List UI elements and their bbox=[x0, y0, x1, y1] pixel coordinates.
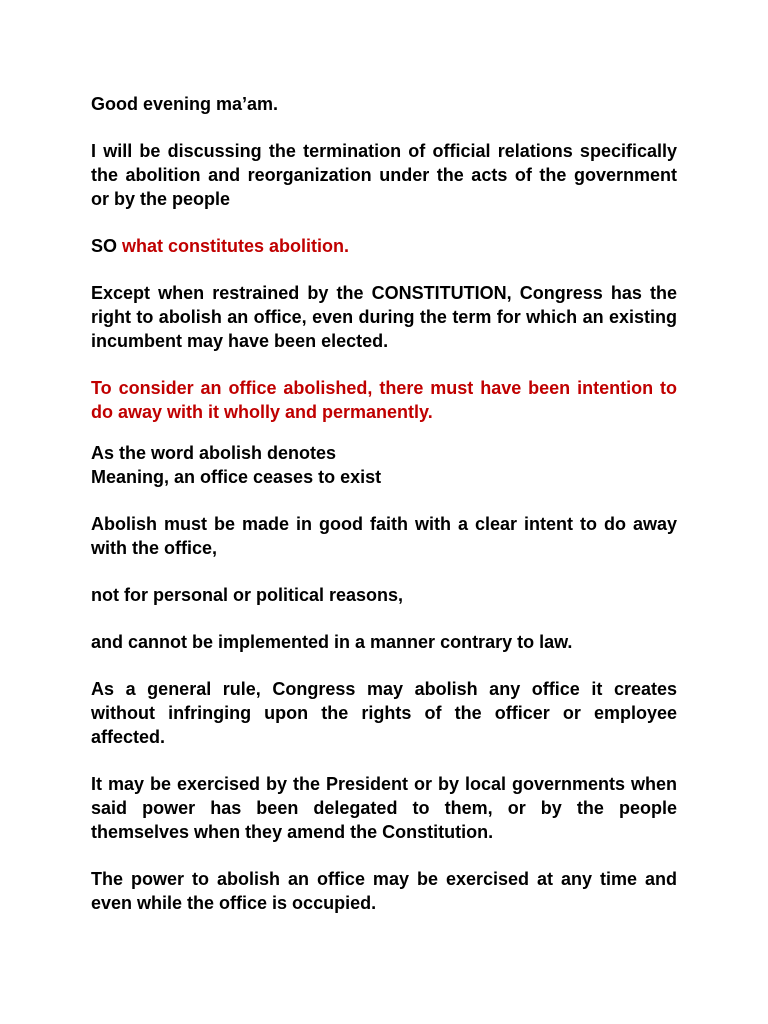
intro-paragraph: I will be discussing the termination of official relations specifically the abolition and reorganization under the acts of the government or by the people bbox=[91, 141, 677, 209]
question-paragraph bbox=[91, 234, 677, 258]
good-faith-paragraph: Abolish must be made in good faith with a clear intent to do away with the office, bbox=[91, 514, 677, 558]
intention-paragraph: To consider an office abolished, there must have been intention to do away with it wholly and permanently. bbox=[91, 378, 677, 422]
not-personal-paragraph: not for personal or political reasons, bbox=[91, 585, 404, 605]
question-highlight: what constitutes abolition. bbox=[122, 236, 350, 256]
document-body bbox=[91, 92, 677, 915]
general-rule-paragraph: As a general rule, Congress may abolish any office it creates without infringing upon the rights of the officer or employee affected. bbox=[91, 679, 677, 747]
abolish-word-line-1: As the word abolish denotes bbox=[91, 443, 337, 463]
question-prefix: SO bbox=[91, 236, 123, 256]
abolish-word-paragraph bbox=[91, 441, 677, 489]
constitution-paragraph: Except when restrained by the CONSTITUTION, Congress has the right to abolish an office, even during the term for which an existing incumbent may have been elected. bbox=[91, 283, 677, 351]
greeting: Good evening ma’am. bbox=[91, 94, 279, 114]
abolish-word-line-2: Meaning, an office ceases to exist bbox=[91, 467, 382, 487]
delegation-paragraph: It may be exercised by the President or by local governments when said power has been delegated to them, or by the people themselves when they amend the Constitution. bbox=[91, 774, 677, 842]
contrary-law-paragraph: and cannot be implemented in a manner contrary to law. bbox=[91, 632, 573, 652]
any-time-paragraph: The power to abolish an office may be exercised at any time and even while the office is occupied. bbox=[91, 869, 677, 913]
